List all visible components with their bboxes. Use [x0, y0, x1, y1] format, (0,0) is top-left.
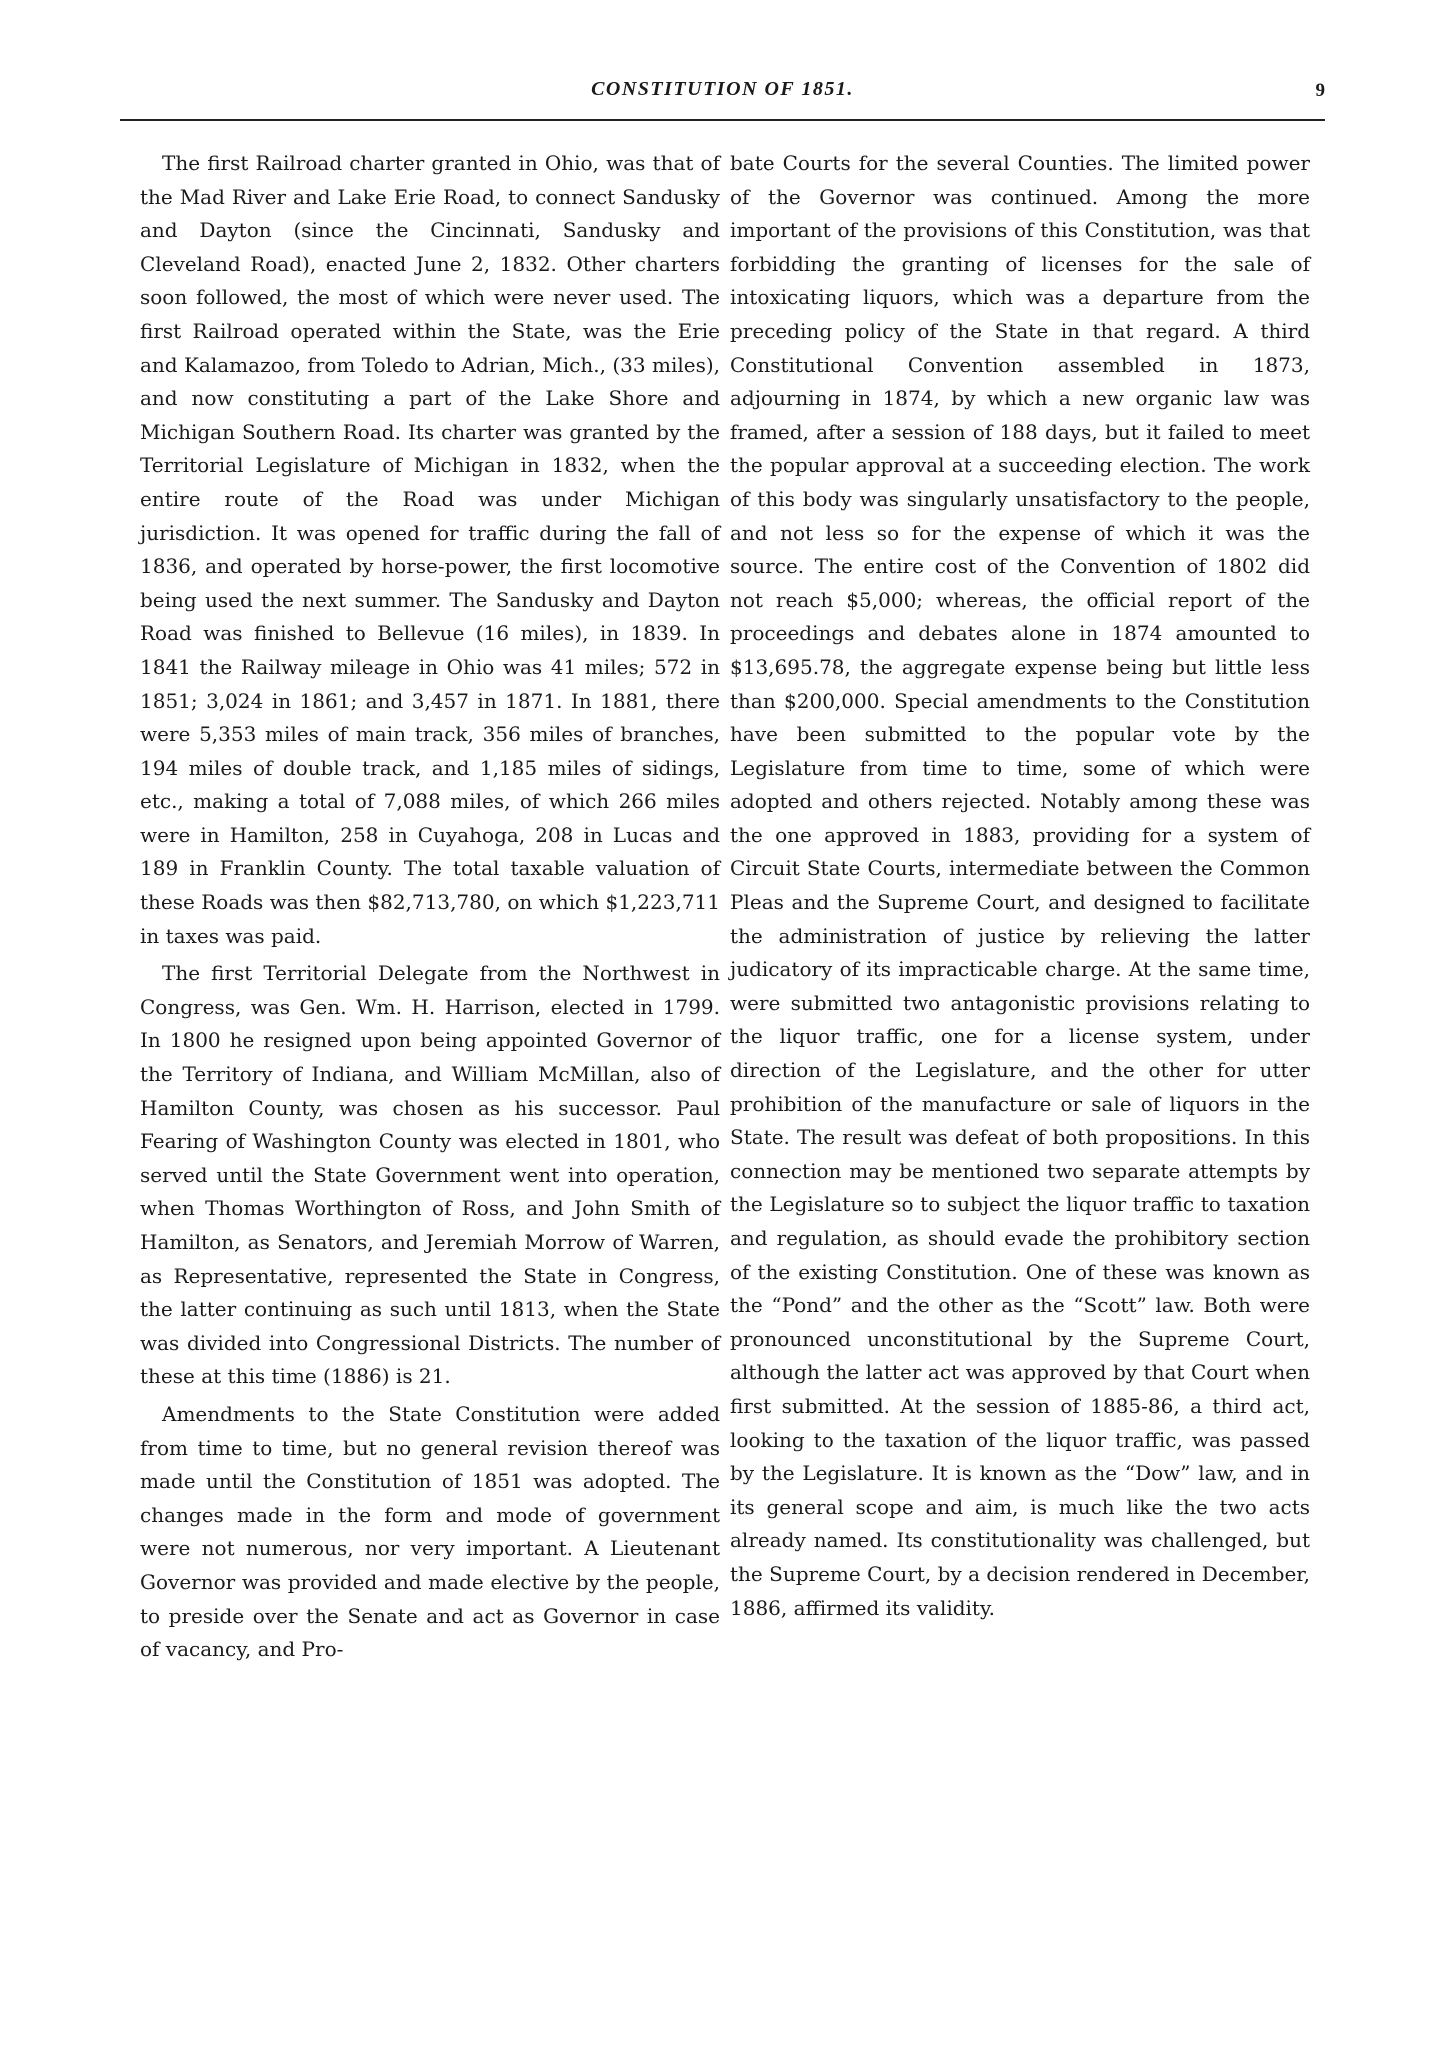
left-column — [140, 147, 720, 1667]
paragraph-territorial-delegate: The first Territorial Delegate from the Northwest in Congress, was Gen. Wm. H. Harrison, elected in 1799. In 1800 he resigned upon being appointed Governor of the Territory of Indiana, and William McMillan, also of Hamilton County, was chosen as his successor. Paul Fearing of Washington County was elected in 1801, who served until the State Government went into operation, when Thomas Worthington of Ross, and John Smith of Hamilton, as Senators, and Jeremiah Morrow of Warren, as Representative, represented the State in Congress, the latter continuing as such until 1813, when the State was divided into Congressional Districts. The number of these at this time (1886) is 21. — [140, 961, 720, 1389]
running-title: CONSTITUTION OF 1851. — [591, 78, 854, 100]
page-number: 9 — [1315, 80, 1325, 101]
right-column — [730, 147, 1310, 1625]
paragraph-probate-courts: bate Courts for the several Counties. The limited power of the Governor was continued. Among the more important of the provisions of this Constitution, was that forbidding the granting of licenses for the sale of intoxicating liquors, which was a departure from the preceding policy of the State in that regard. A third Constitutional Convention assembled in 1873, adjourning in 1874, by which a new organic law was framed, after a session of 188 days, but it failed to meet the popular approval at a succeeding election. The work of this body was singularly unsatisfactory to the people, and not less so for the expense of which it was the source. The entire cost of the Convention of 1802 did not reach $5,000; whereas, the official report of the proceedings and debates alone in 1874 amounted to $13,695.78, the aggregate expense being but little less than $200,000. Special amendments to the Constitution have been submitted to the popular vote by the Legislature from time to time, some of which were adopted and others rejected. Notably among these was the one approved in 1883, providing for a system of Circuit State Courts, intermediate between the Common Pleas and the Supreme Court, and designed to facilitate the administration of justice by relieving the latter judicatory of its impracticable charge. At the same time, were submitted two antagonistic provisions relating to the liquor traffic, one for a license system, under direction of the Legislature, and the other for utter prohibition of the manufacture or sale of liquors in the State. The result was defeat of both propositions. In this connection may be mentioned two separate attempts by the Legislature so to subject the liquor traffic to taxation and regulation, as should evade the prohibitory section of the existing Constitution. One of these was known as the “Pond” and the other as the “Scott” law. Both were pronounced unconstitutional by the Supreme Court, although the latter act was approved by that Court when first submitted. At the session of 1885-86, a third act, looking to the taxation of the liquor traffic, was passed by the Legislature. It is known as the “Dow” law, and in its general scope and aim, is much like the two acts already named. Its constitutionality was challenged, but the Supreme Court, by a decision rendered in December, 1886, affirmed its validity. — [730, 151, 1310, 1620]
running-head — [120, 78, 1325, 112]
paragraph-railroads: The first Railroad charter granted in Ohio, was that of the Mad River and Lake Erie Road, to connect Sandusky and Dayton (since the Cincinnati, Sandusky and Cleveland Road), enacted June 2, 1832. Other charters soon followed, the most of which were never used. The first Railroad operated within the State, was the Erie and Kalamazoo, from Toledo to Adrian, Mich., (33 miles), and now constituting a part of the Lake Shore and Michigan Southern Road. Its charter was granted by the Territorial Legislature of Michigan in 1832, when the entire route of the Road was under Michigan jurisdiction. It was opened for traffic during the fall of 1836, and operated by horse-power, the first locomotive being used the next summer. The Sandusky and Dayton Road was finished to Bellevue (16 miles), in 1839. In 1841 the Railway mileage in Ohio was 41 miles; 572 in 1851; 3,024 in 1861; and 3,457 in 1871. In 1881, there were 5,353 miles of main track, 356 miles of branches, 194 miles of double track, and 1,185 miles of sidings, etc., making a total of 7,088 miles, of which 266 miles were in Hamilton, 258 in Cuyahoga, 208 in Lucas and 189 in Franklin County. The total taxable valuation of these Roads was then $82,713,780, on which $1,223,711 in taxes was paid. — [140, 151, 720, 948]
header-rule — [120, 119, 1325, 121]
paragraph-amendments: Amendments to the State Constitution were added from time to time, but no general revision thereof was made until the Constitution of 1851 was adopted. The changes made in the form and mode of government were not numerous, nor very important. A Lieutenant Governor was provided and made elective by the people, to preside over the Senate and act as Governor in case of vacancy, and Pro- — [140, 1401, 720, 1662]
